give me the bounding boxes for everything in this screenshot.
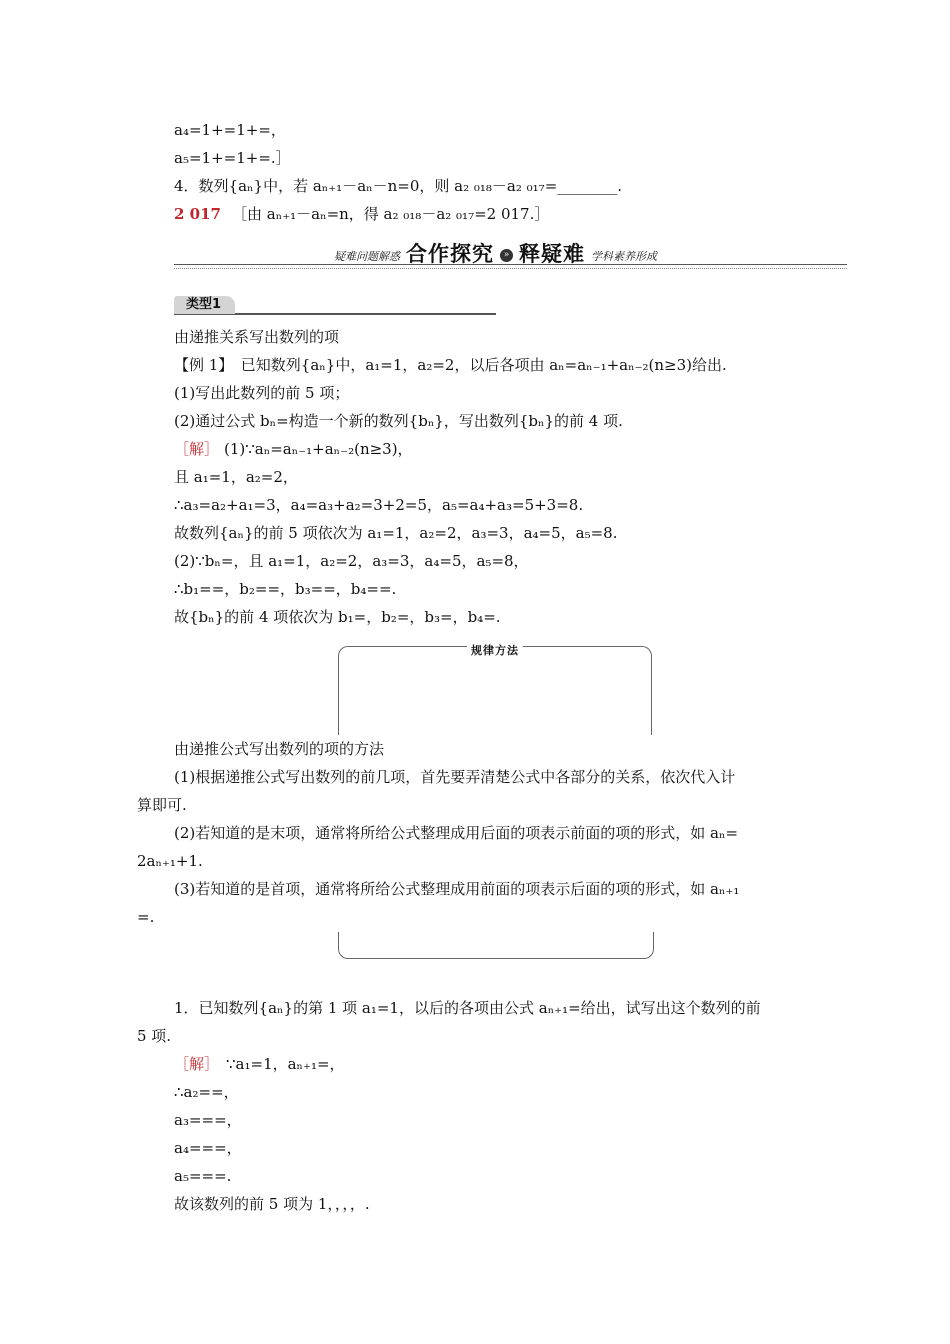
text-line: 1．已知数列{aₙ}的第 1 项 a₁=1，以后的各项由公式 aₙ₊₁=给出，试写出这个数列的前 xyxy=(174,999,761,1017)
text-line: (2)∵bₙ=，且 a₁=1，a₂=2，a₃=3，a₄=5，a₅=8， xyxy=(174,552,529,570)
text-line: 2aₙ₊₁+1. xyxy=(137,852,203,870)
text-line: a₄===， xyxy=(174,1139,242,1157)
text-line: ［解］ xyxy=(174,440,220,458)
text-line: a₄=1+=1+=， xyxy=(174,121,286,139)
text-line: a₃===， xyxy=(174,1111,242,1129)
method-box-top xyxy=(338,640,652,730)
text-line: 且 a₁=1，a₂=2， xyxy=(174,468,298,486)
banner-arrow-icon: » xyxy=(500,249,513,262)
banner-main2-text: 释疑难 xyxy=(519,242,585,266)
text-line: ∴a₂==， xyxy=(174,1083,239,1101)
text-line: 5 项. xyxy=(137,1027,172,1045)
method-box-border xyxy=(338,646,652,735)
text-line: (2)通过公式 bₙ=构造一个新的数列{bₙ}，写出数列{bₙ}的前 4 项. xyxy=(174,412,623,430)
text-line: 【例 1】 已知数列{aₙ}中，a₁=1，a₂=2，以后各项由 aₙ=aₙ₋₁+aₙ₋₂(n≥3)给出. xyxy=(174,356,727,374)
banner-main-text: 合作探究 xyxy=(406,242,494,266)
text-line: ∵a₁=1，aₙ₊₁=， xyxy=(226,1055,345,1073)
type-tag xyxy=(174,296,496,316)
text-line: a₅=1+=1+=.］ xyxy=(174,149,291,167)
type-tag-label: 类型1 xyxy=(174,296,235,314)
text-line: (2)若知道的是末项，通常将所给公式整理成用后面的项表示前面的项的形式，如 aₙ= xyxy=(174,824,739,842)
text-line: 故数列{aₙ}的前 5 项依次为 a₁=1，a₂=2，a₃=3，a₄=5，a₅=8. xyxy=(174,524,618,542)
method-box-title: 规律方法 xyxy=(467,644,523,657)
text-line: 由递推关系写出数列的项 xyxy=(174,328,340,346)
text-line: 4．数列{aₙ}中，若 aₙ₊₁－aₙ－n=0，则 a₂ ₀₁₈－a₂ ₀₁₇=________. xyxy=(174,177,623,195)
banner-left-text: 疑难问题解惑 xyxy=(334,250,400,263)
text-line: (1)写出此数列的前 5 项； xyxy=(174,384,350,402)
text-line: ∴b₁==，b₂==，b₃==，b₄==. xyxy=(174,580,397,598)
text-line: (1)根据递推公式写出数列的前几项，首先要弄清楚公式中各部分的关系，依次代入计 xyxy=(174,768,736,786)
text-line: =. xyxy=(137,908,155,926)
text-line: 算即可. xyxy=(137,796,187,814)
text-line: (3)若知道的是首项，通常将所给公式整理成用前面的项表示后面的项的形式，如 aₙ₊₁ xyxy=(174,880,740,898)
banner-rule-dotted xyxy=(174,268,847,269)
text-line: 故{bₙ}的前 4 项依次为 b₁=，b₂=，b₃=，b₄=. xyxy=(174,608,501,626)
banner-right-text: 学科素养形成 xyxy=(591,250,657,263)
text-line: ∴a₃=a₂+a₁=3，a₄=a₃+a₂=3+2=5，a₅=a₄+a₃=5+3=8. xyxy=(174,496,584,514)
text-line: 由递推公式写出数列的项的方法 xyxy=(174,740,385,758)
text-line: (1)∵aₙ=aₙ₋₁+aₙ₋₂(n≥3)， xyxy=(224,440,413,458)
section-banner xyxy=(174,238,847,274)
text-line: 2 017 xyxy=(174,205,221,223)
text-line: 故该数列的前 5 项为 1，，，，. xyxy=(174,1195,370,1213)
text-line: ［解］ xyxy=(174,1055,220,1073)
method-box-bottom xyxy=(338,932,654,959)
text-line: a₅===. xyxy=(174,1167,232,1185)
text-line: ［由 aₙ₊₁－aₙ=n，得 a₂ ₀₁₈－a₂ ₀₁₇=2 017.］ xyxy=(232,205,550,223)
